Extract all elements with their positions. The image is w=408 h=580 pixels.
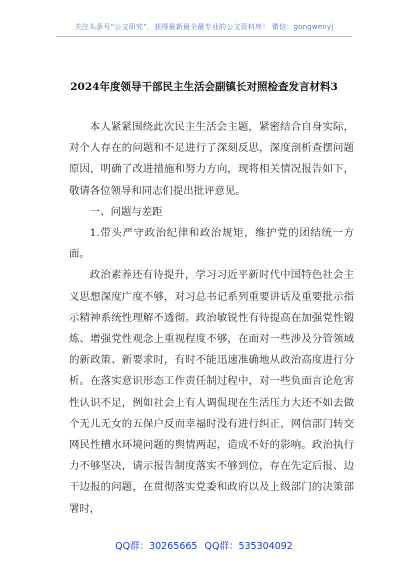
document-body bbox=[69, 117, 354, 520]
footer-qq-group-2: QQ群：535304092 bbox=[204, 541, 293, 552]
header-banner: 关注头条号“公文研究”，获得最新最全最专业的公文资料库！ 微信：gongwenyj bbox=[74, 23, 334, 31]
document-title: 2024年度领导干部民主生活会副镇长对照检查发言材料3 bbox=[70, 81, 338, 93]
body-paragraph: 政治素养还有待提升，学习习近平新时代中国特色社会主义思想深度广度不够，对习总书记系列重要讲话及重要批示指示精神系统性理解不透彻。政治敏锐性有待提高在加强党性锻炼、增强党性观念上重视程度不够，在面对一些涉及分管领域的新政策、新要求时，有时不能迅速准确地从政治高度进行分析。在落实意识形态工作责任制过程中，对一些负面言论危害性认识不足，例如社会上有人调侃现在生活压力大还不如去做个无儿无女的五保户反而幸福时没有进行纠正，网信部门转交网民性槽水环境问题的舆情两起，造成不好的影响。政治执行力不够坚决，请示报告制度落实不够到位，存在先定后报、边干边报的问题，在贯彻落实党委和政府以及上级部门的决策部署时， bbox=[69, 269, 354, 515]
intro-paragraph: 本人紧紧围绕此次民主生活会主题，紧密结合自身实际，对个人存在的问题和不足进行了深刻反思，深度剖析查摆问题原因，明确了改进措施和努力方向，现将相关情况报告如下，敬请各位领导和同志们提出批评意见。 bbox=[69, 121, 354, 197]
header-divider bbox=[56, 36, 352, 37]
footer-qq-group-1: QQ群：30265665 bbox=[115, 541, 198, 552]
footer-contact bbox=[0, 538, 408, 552]
section-heading: 一、问题与差距 bbox=[89, 205, 163, 218]
subsection-heading: 1.带头严守政治纪律和政治规矩，维护党的团结统一方面。 bbox=[69, 227, 354, 261]
